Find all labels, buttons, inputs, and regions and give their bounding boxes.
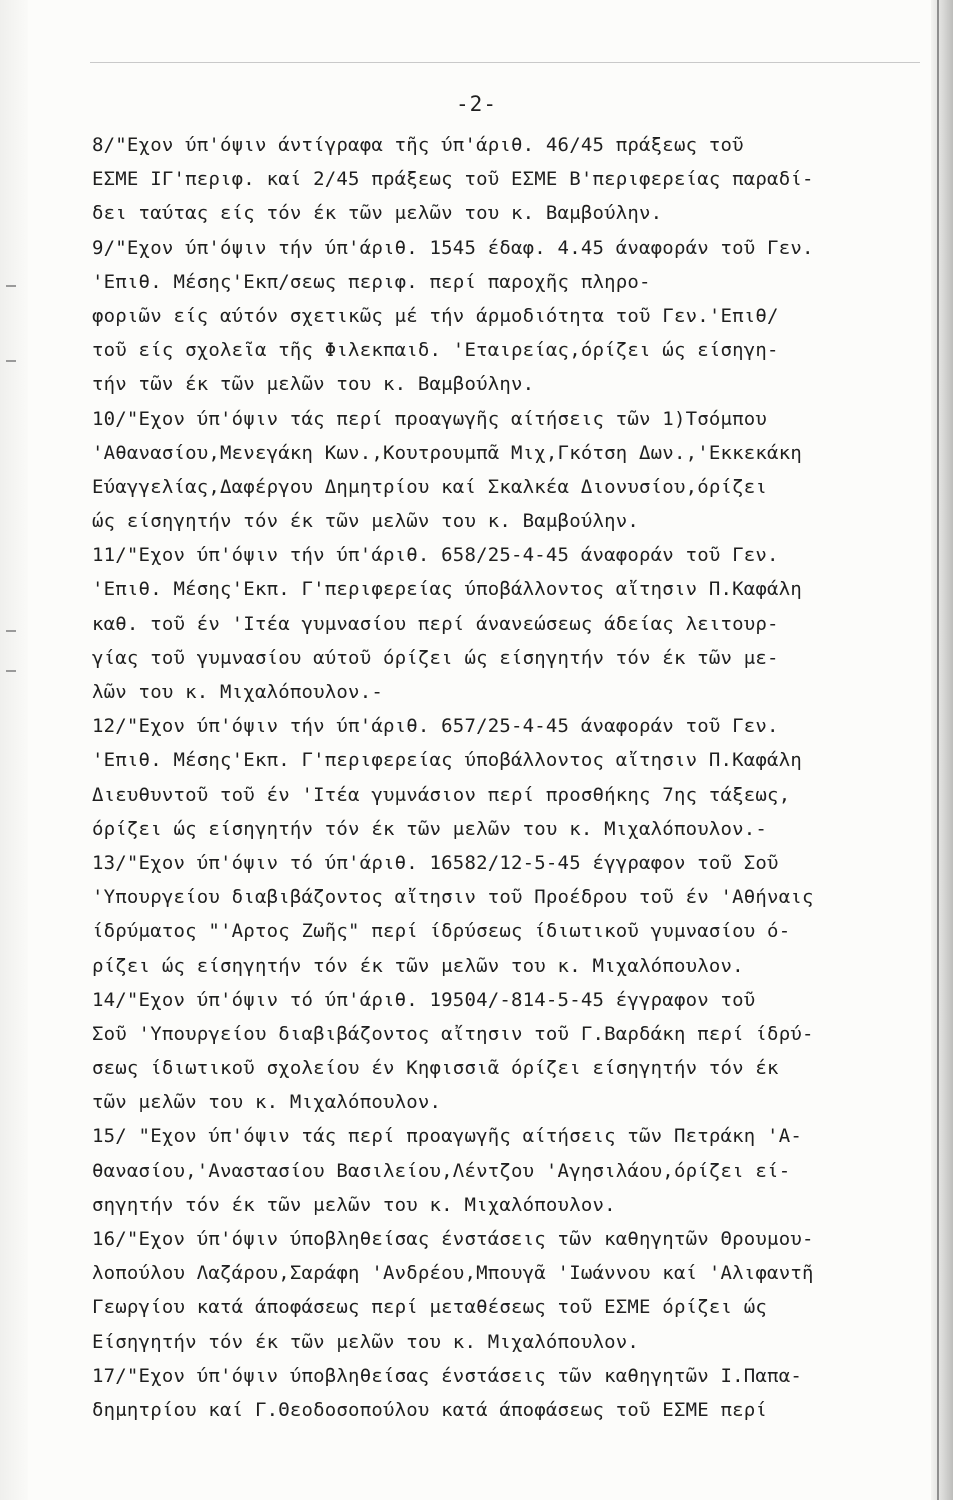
- text-line: δει ταύτας είς τόν έκ τῶν μελῶν του κ. Βαμβούλην.: [92, 202, 663, 225]
- text-line: σεως ίδιωτικοῦ σχολείου έν Κηφισσιᾶ όρίζει είσηγητήν τόν έκ: [92, 1057, 779, 1080]
- text-line: τήν τῶν έκ τῶν μελῶν του κ. Βαμβούλην.: [92, 373, 535, 396]
- margin-mark: [6, 360, 16, 362]
- text-line: 12/"Εχον ύπ'όψιν τήν ύπ'άριθ. 657/25-4-45 άναφοράν τοῦ Γεν.: [92, 715, 779, 738]
- text-line: θανασίου,'Αναστασίου Βασιλείου,Λέντζου 'Αγησιλάου,όρίζει εί-: [92, 1159, 791, 1182]
- text-line: λοπούλου Λαζάρου,Σαράφη 'Ανδρέου,Μπουγᾶ 'Ιωάννου καί 'Αλιφαντῆ: [92, 1262, 814, 1285]
- text-line: 'Επιθ. Μέσης'Εκπ. Γ'περιφερείας ύποβάλλοντος αἴτησιν Π.Καφάλη: [92, 578, 802, 601]
- margin-mark: [6, 285, 16, 287]
- text-line: 17/"Εχον ύπ'όψιν ύποβληθείσας ένστάσεις τῶν καθηγητῶν Ι.Παπα-: [92, 1364, 802, 1387]
- text-line: ΕΣΜΕ ΙΓ'περιφ. καί 2/45 πράξεως τοῦ ΕΣΜΕ Β'περιφερείας παραδί-: [92, 168, 814, 191]
- text-line: Είσηγητήν τόν έκ τῶν μελῶν του κ. Μιχαλόπουλον.: [92, 1330, 640, 1353]
- text-line: 9/"Εχον ύπ'όψιν τήν ύπ'άριθ. 1545 έδαφ. 4.45 άναφοράν τοῦ Γεν.: [92, 236, 814, 259]
- left-scan-margin: [0, 0, 28, 1500]
- text-line: 11/"Εχον ύπ'όψιν τήν ύπ'άριθ. 658/25-4-45 άναφοράν τοῦ Γεν.: [92, 544, 779, 567]
- right-binding-edge: [931, 0, 953, 1500]
- page-number: -2-: [456, 92, 497, 116]
- text-line: δημητρίου καί Γ.Θεοδοσοπούλου κατά άποφάσεως τοῦ ΕΣΜΕ περί: [92, 1398, 768, 1421]
- text-line: ρίζει ώς είσηγητήν τόν έκ τῶν μελῶν του κ. Μιχαλόπουλον.: [92, 954, 744, 977]
- text-line: 'Αθανασίου,Μενεγάκη Κων.,Κουτρουμπᾶ Μιχ,Γκότση Δων.,'Εκκεκάκη: [92, 441, 802, 464]
- text-line: 16/"Εχον ύπ'όψιν ύποβληθείσας ένστάσεις τῶν καθηγητῶν Θρουμου-: [92, 1228, 814, 1250]
- text-line: 'Επιθ. Μέσης'Εκπ. Γ'περιφερείας ύποβάλλοντος αἴτησιν Π.Καφάλη: [92, 749, 802, 772]
- text-line: καθ. τοῦ έν 'Ιτέα γυμνασίου περί άνανεώσεως άδείας λειτουρ-: [92, 612, 779, 635]
- text-line: γίας τοῦ γυμνασίου αύτοῦ όρίζει ώς είσηγητήν τόν έκ τῶν με-: [92, 646, 779, 669]
- text-line: όρίζει ώς είσηγητήν τόν έκ τῶν μελῶν του κ. Μιχαλόπουλον.-: [92, 817, 768, 840]
- text-line: Εύαγγελίας,Δαφέργου Δημητρίου καί Σκαλκέα Διονυσίου,όρίζει: [92, 475, 768, 498]
- text-line: λῶν του κ. Μιχαλόπουλον.-: [92, 681, 383, 703]
- text-line: ώς είσηγητήν τόν έκ τῶν μελῶν του κ. Βαμβούλην.: [92, 510, 640, 533]
- typewritten-text: [92, 128, 927, 1427]
- text-line: τοῦ είς σχολεῖα τῆς Φιλεκπαιδ. 'Εταιρείας,όρίζει ώς είσηγη-: [92, 339, 779, 362]
- text-line: 13/"Εχον ύπ'όψιν τό ύπ'άριθ. 16582/12-5-45 έγγραφον τοῦ Σοῦ: [92, 851, 779, 874]
- text-line: 14/"Εχον ύπ'όψιν τό ύπ'άριθ. 19504/-814-5-45 έγγραφον τοῦ: [92, 988, 756, 1011]
- text-line: 'Υπουργείου διαβιβάζοντος αἴτησιν τοῦ Προέδρου τοῦ έν 'Αθήναις: [92, 886, 814, 909]
- text-line: ίδρύματος "'Αρτος Ζωῆς" περί ίδρύσεως ίδιωτικοῦ γυμνασίου ό-: [92, 920, 791, 943]
- text-line: φοριῶν είς αύτόν σχετικῶς μέ τήν άρμοδιότητα τοῦ Γεν.'Επιθ/: [92, 304, 779, 327]
- text-line: τῶν μελῶν του κ. Μιχαλόπουλον.: [92, 1091, 442, 1114]
- margin-mark: [6, 630, 16, 632]
- text-line: 15/ "Εχον ύπ'όψιν τάς περί προαγωγῆς αίτήσεις τῶν Πετράκη 'Α-: [92, 1125, 802, 1148]
- margin-mark: [6, 670, 16, 672]
- top-rule: [90, 62, 920, 63]
- text-line: Διευθυντοῦ τοῦ έν 'Ιτέα γυμνάσιον περί προσθήκης 7ης τάξεως,: [92, 783, 791, 806]
- text-line: 8/"Εχον ύπ'όψιν άντίγραφα τῆς ύπ'άριθ. 46/45 πράξεως τοῦ: [92, 134, 744, 156]
- text-line: 10/"Εχον ύπ'όψιν τάς περί προαγωγῆς αίτήσεις τῶν 1)Τσόμπου: [92, 407, 768, 430]
- text-line: Σοῦ 'Υπουργείου διαβιβάζοντος αἴτησιν τοῦ Γ.Βαρδάκη περί ίδρύ-: [92, 1022, 814, 1045]
- text-line: 'Επιθ. Μέσης'Εκπ/σεως περιφ. περί παροχῆς πληρο-: [92, 270, 651, 293]
- binding-line: [937, 0, 939, 1500]
- text-line: σηγητήν τόν έκ τῶν μελῶν του κ. Μιχαλόπουλον.: [92, 1193, 616, 1216]
- text-line: Γεωργίου κατά άποφάσεως περί μεταθέσεως τοῦ ΕΣΜΕ όρίζει ώς: [92, 1296, 768, 1319]
